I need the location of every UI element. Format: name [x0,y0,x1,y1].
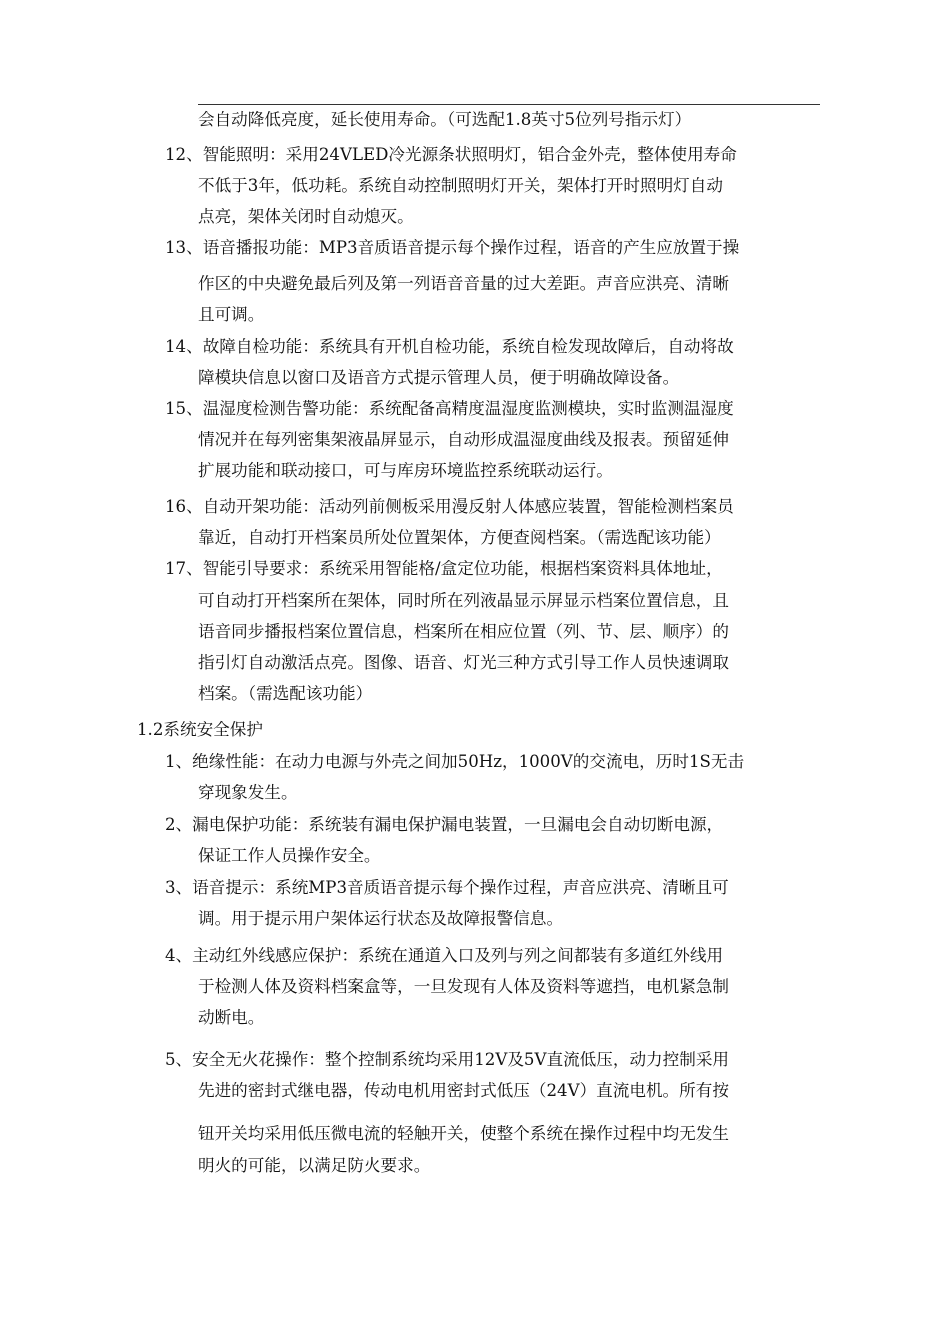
list-item-continuation: 会自动降低亮度，延长使用寿命。（可选配1.8英寸5位列号指示灯） [198,110,692,129]
list-item-continuation: 调。用于提示用户架体运行状态及故障报警信息。 [198,909,564,928]
list-item-continuation: 档案。（需选配该功能） [198,684,373,703]
list-item-start: 4、主动红外线感应保护：系统在通道入口及列与列之间都装有多道红外线用 [165,946,724,965]
list-item-start: 14、故障自检功能：系统具有开机自检功能，系统自检发现故障后，自动将故 [165,337,734,356]
list-item-start: 13、语音播报功能：MP3音质语音提示每个操作过程，语音的产生应放置于操 [165,238,740,257]
list-item-start: 12、智能照明：采用24VLED冷光源条状照明灯，铝合金外壳，整体使用寿命 [165,145,737,164]
list-item-start: 1、绝缘性能：在动力电源与外壳之间加50Hz，1000V的交流电，历时1S无击 [165,752,745,771]
list-item-continuation: 作区的中央避免最后列及第一列语音音量的过大差距。声音应洪亮、清晰 [198,274,729,293]
list-item-continuation: 钮开关均采用低压微电流的轻触开关，使整个系统在操作过程中均无发生 [198,1124,729,1143]
list-item-continuation: 动断电。 [198,1008,265,1027]
list-item-continuation: 靠近，自动打开档案员所处位置架体，方便查阅档案。（需选配该功能） [198,528,721,547]
list-item-continuation: 穿现象发生。 [198,783,298,802]
section-heading: 1.2系统安全保护 [137,720,263,739]
list-item-continuation: 先进的密封式继电器，传动电机用密封式低压（24V）直流电机。所有按 [198,1081,729,1100]
list-item-continuation: 指引灯自动激活点亮。图像、语音、灯光三种方式引导工作人员快速调取 [198,653,729,672]
list-item-start: 16、自动开架功能：活动列前侧板采用漫反射人体感应装置，智能检测档案员 [165,497,734,516]
list-item-continuation: 障模块信息以窗口及语音方式提示管理人员，便于明确故障设备。 [198,368,680,387]
list-item-continuation: 可自动打开档案所在架体，同时所在列液晶显示屏显示档案位置信息，且 [198,591,729,610]
list-item-continuation: 保证工作人员操作安全。 [198,846,381,865]
list-item-start: 5、安全无火花操作：整个控制系统均采用12V及5V直流低压，动力控制采用 [165,1050,730,1069]
list-item-continuation: 点亮，架体关闭时自动熄灭。 [198,207,414,226]
list-item-start: 17、智能引导要求：系统采用智能格/盒定位功能，根据档案资料具体地址， [165,559,723,578]
list-item-start: 3、语音提示：系统MP3音质语音提示每个操作过程，声音应洪亮、清晰且可 [165,878,729,897]
header-rule [198,104,820,105]
list-item-continuation: 于检测人体及资料档案盒等，一旦发现有人体及资料等遮挡，电机紧急制 [198,977,729,996]
list-item-continuation: 且可调。 [198,305,265,324]
list-item-continuation: 不低于3年，低功耗。系统自动控制照明灯开关，架体打开时照明灯自动 [198,176,723,195]
list-item-continuation: 语音同步播报档案位置信息，档案所在相应位置（列、节、层、顺序）的 [198,622,729,641]
list-item-continuation: 情况并在每列密集架液晶屏显示，自动形成温湿度曲线及报表。预留延伸 [198,430,729,449]
list-item-start: 15、温湿度检测告警功能：系统配备高精度温湿度监测模块，实时监测温湿度 [165,399,734,418]
list-item-start: 2、漏电保护功能：系统装有漏电保护漏电装置，一旦漏电会自动切断电源， [165,815,724,834]
list-item-continuation: 扩展功能和联动接口，可与库房环境监控系统联动运行。 [198,461,613,480]
list-item-continuation: 明火的可能，以满足防火要求。 [198,1156,431,1175]
